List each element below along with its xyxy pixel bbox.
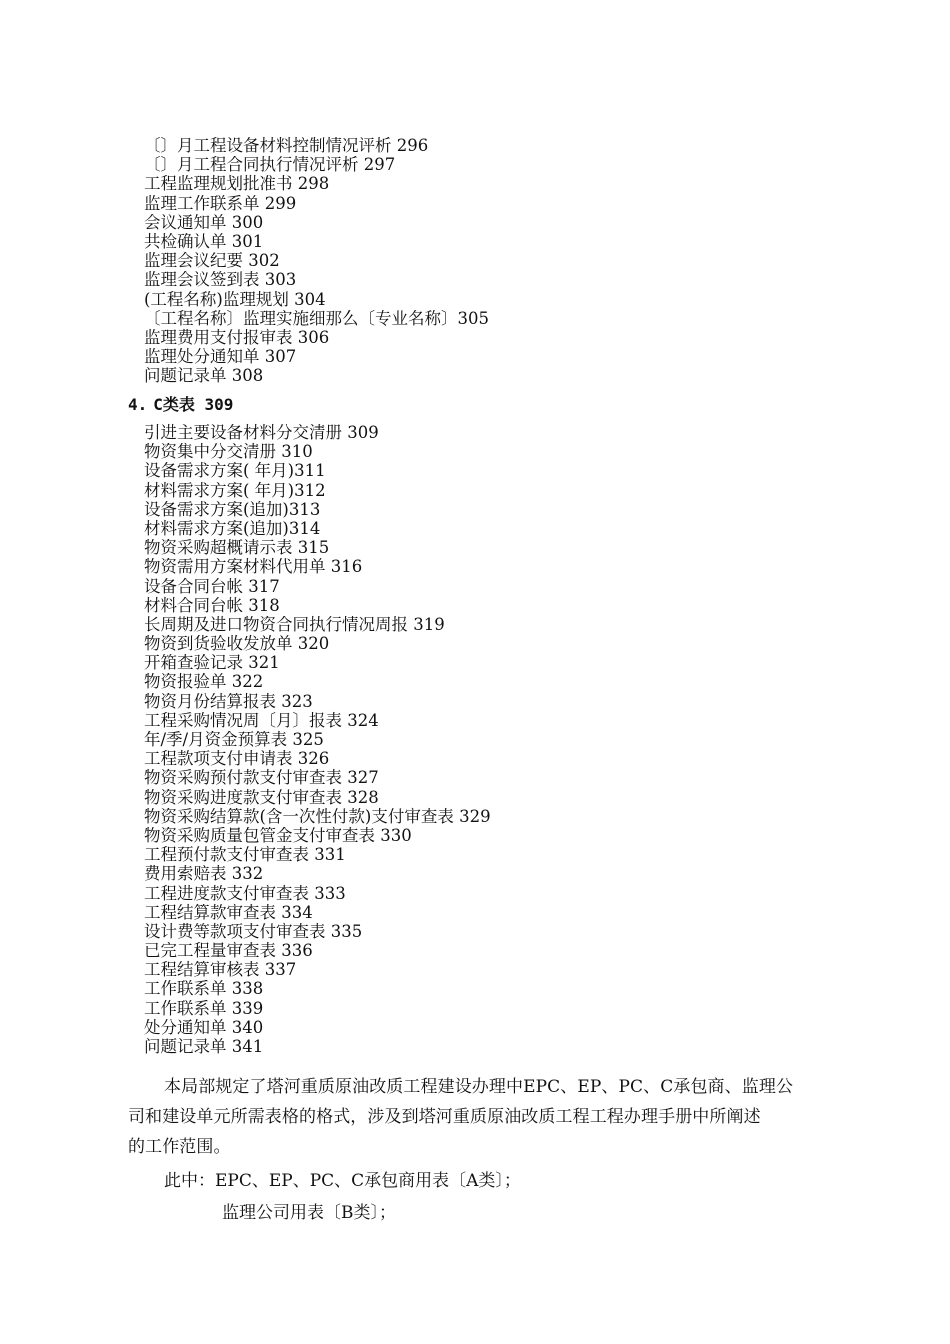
paragraph-line: 的工作范围。 — [128, 1137, 231, 1157]
toc-entry[interactable]: 物资采购进度款支付审查表 328 — [144, 787, 379, 807]
toc-entry[interactable]: 〔〕月工程合同执行情况评析 297 — [144, 155, 396, 175]
toc-entry[interactable]: 设备需求方案(追加)313 — [144, 499, 321, 519]
usage-line-b: 监理公司用表〔B类〕； — [222, 1203, 396, 1223]
toc-entry[interactable]: 会议通知单 300 — [144, 212, 264, 232]
toc-entry[interactable]: 工程结算款审查表 334 — [144, 902, 313, 922]
toc-entry[interactable]: 材料需求方案( 年月)312 — [144, 480, 326, 500]
toc-entry[interactable]: 物资采购超概请示表 315 — [144, 538, 330, 558]
toc-entry[interactable]: 工程款项支付申请表 326 — [144, 749, 330, 769]
toc-entry[interactable]: 问题记录单 341 — [144, 1037, 264, 1056]
toc-entry[interactable]: 监理费用支付报审表 306 — [144, 327, 330, 347]
toc-entry[interactable]: 设计费等款项支付审查表 335 — [144, 921, 363, 941]
toc-entry[interactable]: 共检确认单 301 — [144, 231, 264, 251]
toc-entry[interactable]: 材料需求方案(追加)314 — [144, 518, 321, 538]
toc-entry[interactable]: 物资月份结算报表 323 — [144, 691, 313, 711]
toc-entry[interactable]: 工程监理规划批准书 298 — [144, 174, 330, 194]
toc-entry[interactable]: 已完工程量审查表 336 — [144, 941, 313, 961]
toc-entry[interactable]: 物资集中分交清册 310 — [144, 442, 313, 462]
toc-entry[interactable]: 开箱查验记录 321 — [144, 653, 280, 673]
toc-entry[interactable]: 物资采购结算款(含一次性付款)支付审查表 329 — [144, 806, 491, 826]
toc-entry[interactable]: 工作联系单 339 — [144, 998, 264, 1018]
section-title: C类表 309 — [153, 395, 234, 414]
toc-entry[interactable]: (工程名称)监理规划 304 — [144, 289, 326, 309]
toc-entry[interactable]: 设备需求方案( 年月)311 — [144, 461, 326, 481]
toc-entry[interactable]: 物资到货验收发放单 320 — [144, 634, 330, 654]
paragraph-line: 司和建设单元所需表格的格式，涉及到塔河重质原油改质工程工程办理手册中所阐述 — [128, 1107, 761, 1127]
toc-entry[interactable]: 〔工程名称〕监理实施细那么〔专业名称〕305 — [144, 308, 489, 328]
toc-entry[interactable]: 工作联系单 338 — [144, 979, 264, 999]
toc-entry[interactable]: 物资需用方案材料代用单 316 — [144, 557, 363, 577]
toc-entry[interactable]: 物资采购质量包管金支付审查表 330 — [144, 825, 412, 845]
toc-entry[interactable]: 监理会议签到表 303 — [144, 270, 297, 290]
section-number: 4. — [128, 395, 148, 414]
toc-entry[interactable]: 〔〕月工程设备材料控制情况评析 296 — [144, 136, 429, 155]
paragraph-line: 本局部规定了塔河重质原油改质工程建设办理中EPC、EP、PC、C承包商、监理公 — [164, 1077, 794, 1097]
toc-entry[interactable]: 长周期及进口物资合同执行情况周报 319 — [144, 614, 445, 634]
toc-list-c-tables — [144, 423, 844, 1056]
toc-entry[interactable]: 物资采购预付款支付审查表 327 — [144, 768, 379, 788]
body-paragraph — [128, 1072, 844, 1162]
usage-line-a: 此中：EPC、EP、PC、C承包商用表〔A类〕； — [164, 1171, 521, 1191]
toc-entry[interactable]: 工程结算审核表 337 — [144, 960, 297, 980]
toc-entry[interactable]: 材料合同台帐 318 — [144, 595, 280, 615]
toc-entry[interactable]: 监理处分通知单 307 — [144, 347, 297, 367]
toc-entry[interactable]: 工程采购情况周〔月〕报表 324 — [144, 710, 379, 730]
toc-entry[interactable]: 监理会议纪要 302 — [144, 251, 280, 271]
toc-entry[interactable]: 费用索赔表 332 — [144, 864, 264, 884]
toc-list-b-tables — [144, 136, 844, 385]
toc-entry[interactable]: 引进主要设备材料分交清册 309 — [144, 423, 379, 442]
toc-entry[interactable]: 处分通知单 340 — [144, 1017, 264, 1037]
section-heading[interactable] — [128, 394, 233, 416]
toc-entry[interactable]: 问题记录单 308 — [144, 366, 264, 386]
toc-entry[interactable]: 工程进度款支付审查表 333 — [144, 883, 346, 903]
toc-entry[interactable]: 工程预付款支付审查表 331 — [144, 845, 346, 865]
toc-entry[interactable]: 年/季/月资金预算表 325 — [144, 730, 324, 749]
toc-entry[interactable]: 设备合同台帐 317 — [144, 576, 280, 596]
toc-entry[interactable]: 监理工作联系单 299 — [144, 193, 297, 213]
toc-entry[interactable]: 物资报验单 322 — [144, 672, 264, 692]
